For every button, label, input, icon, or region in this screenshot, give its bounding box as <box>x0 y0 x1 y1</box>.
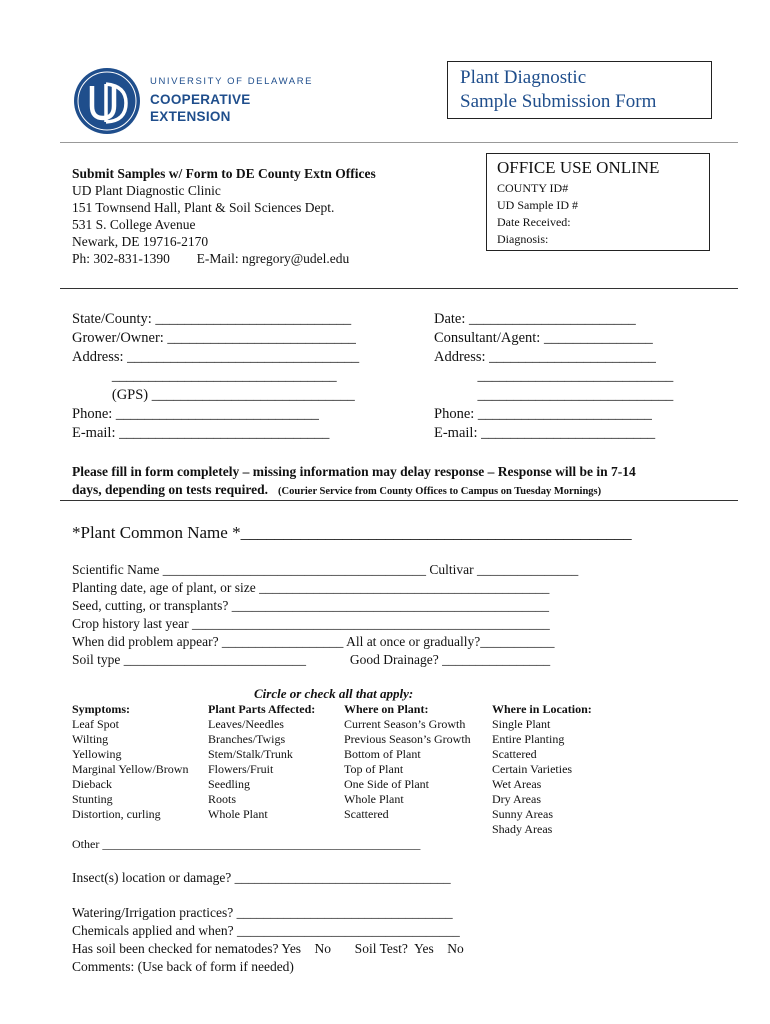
checklist-option[interactable]: Single Plant <box>492 717 551 731</box>
office-field: COUNTY ID# <box>497 181 569 195</box>
nematodes-soil-test-field[interactable]: Has soil been checked for nematodes? Yes No Soil Test? Yes No <box>72 941 464 956</box>
plant-fields[interactable] <box>72 561 578 669</box>
scientific-name-field[interactable]: Scientific Name _______________________________________ Cultivar _______________ <box>72 562 579 577</box>
submit-email: E-Mail: ngregory@udel.edu <box>196 251 350 266</box>
column-header: Where in Location: <box>492 702 592 716</box>
consultant-agent-field[interactable]: Consultant/Agent: _______________ <box>434 330 653 346</box>
logo-extension: EXTENSION <box>150 109 231 124</box>
checklist-option[interactable]: Whole Plant <box>208 807 268 821</box>
chemicals-field[interactable]: Chemicals applied and when? _________________________________ <box>72 923 460 938</box>
checklist-option[interactable]: Top of Plant <box>344 762 404 776</box>
checklist-option[interactable]: Marginal Yellow/Brown <box>72 762 189 776</box>
courier-note: (Courier Service from County Offices to Campus on Tuesday Mornings) <box>278 486 602 497</box>
notice-line1: Please fill in form completely – missing information may delay response – Response will be in 7-14 <box>72 464 636 479</box>
logo-university: UNIVERSITY OF DELAWARE <box>150 76 314 87</box>
grower-address-field[interactable]: Address: ________________________________ <box>72 349 360 365</box>
soil-type-field[interactable]: Soil type ___________________________ Good Drainage? ________________ <box>72 652 551 667</box>
plant-common-name-field[interactable]: *Plant Common Name *______________________________________________ <box>72 523 632 542</box>
column-header: Symptoms: <box>72 702 131 716</box>
checklist-option[interactable]: Dieback <box>72 777 112 791</box>
consultant-address-line3-field[interactable]: ___________________________ <box>434 387 674 403</box>
checklist-option[interactable]: Wilting <box>72 732 109 746</box>
where-on-plant-column <box>344 702 471 822</box>
submit-heading: Submit Samples w/ Form to DE County Extn Offices <box>72 166 376 181</box>
checklist-option[interactable]: Leaves/Needles <box>208 717 284 731</box>
checklist-option[interactable]: Stem/Stalk/Trunk <box>208 747 293 761</box>
symptoms-column <box>72 702 188 822</box>
consultant-phone-field[interactable]: Phone: ________________________ <box>434 406 652 422</box>
checklist-option[interactable]: One Side of Plant <box>344 777 429 791</box>
checklist-option[interactable]: Stunting <box>72 792 113 806</box>
date-field[interactable]: Date: _______________________ <box>434 311 636 327</box>
checklist-option[interactable]: Branches/Twigs <box>208 732 286 746</box>
checklist-option[interactable]: Previous Season’s Growth <box>344 732 471 746</box>
office-field: UD Sample ID # <box>497 198 578 212</box>
contact-rule <box>60 288 738 289</box>
submit-line: UD Plant Diagnostic Clinic <box>72 183 221 198</box>
notice-rule <box>60 500 738 501</box>
checklist-option[interactable]: Certain Varieties <box>492 762 573 776</box>
checklist-option[interactable]: Dry Areas <box>492 792 541 806</box>
submit-info <box>72 165 376 267</box>
checklist-option[interactable]: Distortion, curling <box>72 807 161 821</box>
grower-owner-field[interactable]: Grower/Owner: __________________________ <box>72 330 356 346</box>
submit-line: Newark, DE 19716-2170 <box>72 234 209 249</box>
checklist-option[interactable]: Yellowing <box>72 747 122 761</box>
checklist-option[interactable]: Seedling <box>208 777 250 791</box>
checklist-option[interactable]: Scattered <box>492 747 537 761</box>
checklist-option[interactable]: Shady Areas <box>492 822 553 836</box>
notice-line2-row <box>72 481 636 499</box>
planting-date-field[interactable]: Planting date, age of plant, or size ___________________________________________ <box>72 580 550 595</box>
checklist-option[interactable]: Sunny Areas <box>492 807 553 821</box>
submit-phone: Ph: 302-831-1390 <box>72 251 170 266</box>
gps-field[interactable]: (GPS) ____________________________ <box>72 387 355 403</box>
watering-field[interactable]: Watering/Irrigation practices? ________________________________ <box>72 905 453 920</box>
submit-contact <box>72 250 376 267</box>
header-rule <box>60 142 738 143</box>
consultant-address-line2-field[interactable]: ___________________________ <box>434 368 674 384</box>
form-title-line1: Plant Diagnostic <box>460 67 587 88</box>
checklist-option[interactable]: Entire Planting <box>492 732 565 746</box>
grower-contact-fields[interactable] <box>72 310 359 443</box>
checklist-option[interactable]: Current Season’s Growth <box>344 717 466 731</box>
submit-line: 151 Townsend Hall, Plant & Soil Sciences Dept. <box>72 200 335 215</box>
checklist-option[interactable]: Scattered <box>344 807 389 821</box>
crop-history-field[interactable]: Crop history last year _____________________________________________________ <box>72 616 550 631</box>
grower-phone-field[interactable]: Phone: ____________________________ <box>72 406 319 422</box>
insects-field[interactable]: Insect(s) location or damage? ________________________________ <box>72 870 451 885</box>
consultant-contact-fields[interactable] <box>434 310 673 443</box>
office-use-box <box>486 153 710 251</box>
office-field: Date Received: <box>497 215 571 229</box>
state-county-field[interactable]: State/County: ___________________________ <box>72 311 352 327</box>
checklist-option[interactable]: Bottom of Plant <box>344 747 421 761</box>
checklist-option[interactable]: Roots <box>208 792 237 806</box>
submit-line: 531 S. College Avenue <box>72 217 196 232</box>
office-field: Diagnosis: <box>497 232 549 246</box>
checklist-option[interactable]: Wet Areas <box>492 777 542 791</box>
checklist-option[interactable]: Flowers/Fruit <box>208 762 274 776</box>
where-in-location-column <box>492 702 592 837</box>
grower-address-line2-field[interactable]: _______________________________ <box>72 368 337 384</box>
consultant-address-field[interactable]: Address: _______________________ <box>434 349 656 365</box>
ud-logo <box>72 66 312 138</box>
form-title-box <box>447 61 712 119</box>
ud-seal-icon <box>72 66 142 136</box>
bottom-fields[interactable] <box>72 904 464 976</box>
column-header: Plant Parts Affected: <box>208 702 316 716</box>
notice-line2: days, depending on tests required. <box>72 482 269 497</box>
grower-email-field[interactable]: E-mail: _____________________________ <box>72 425 330 441</box>
problem-appear-field[interactable]: When did problem appear? __________________ All at once or gradually?___________ <box>72 634 555 649</box>
seed-cutting-field[interactable]: Seed, cutting, or transplants? _______________________________________________ <box>72 598 549 613</box>
consultant-email-field[interactable]: E-mail: ________________________ <box>434 425 656 441</box>
comments-note: Comments: (Use back of form if needed) <box>72 959 294 974</box>
office-use-title: OFFICE USE ONLINE <box>497 158 660 177</box>
checklist-option[interactable]: Whole Plant <box>344 792 404 806</box>
checklist-title: Circle or check all that apply: <box>254 686 414 701</box>
plant-parts-column <box>208 702 315 822</box>
notice <box>72 463 636 499</box>
other-field[interactable]: Other _____________________________________________________ <box>72 837 421 851</box>
checklist-option[interactable]: Leaf Spot <box>72 717 119 731</box>
office-use-fields <box>497 180 578 248</box>
logo-cooperative: COOPERATIVE <box>150 92 251 107</box>
column-header: Where on Plant: <box>344 702 429 716</box>
form-title-line2: Sample Submission Form <box>460 91 657 112</box>
